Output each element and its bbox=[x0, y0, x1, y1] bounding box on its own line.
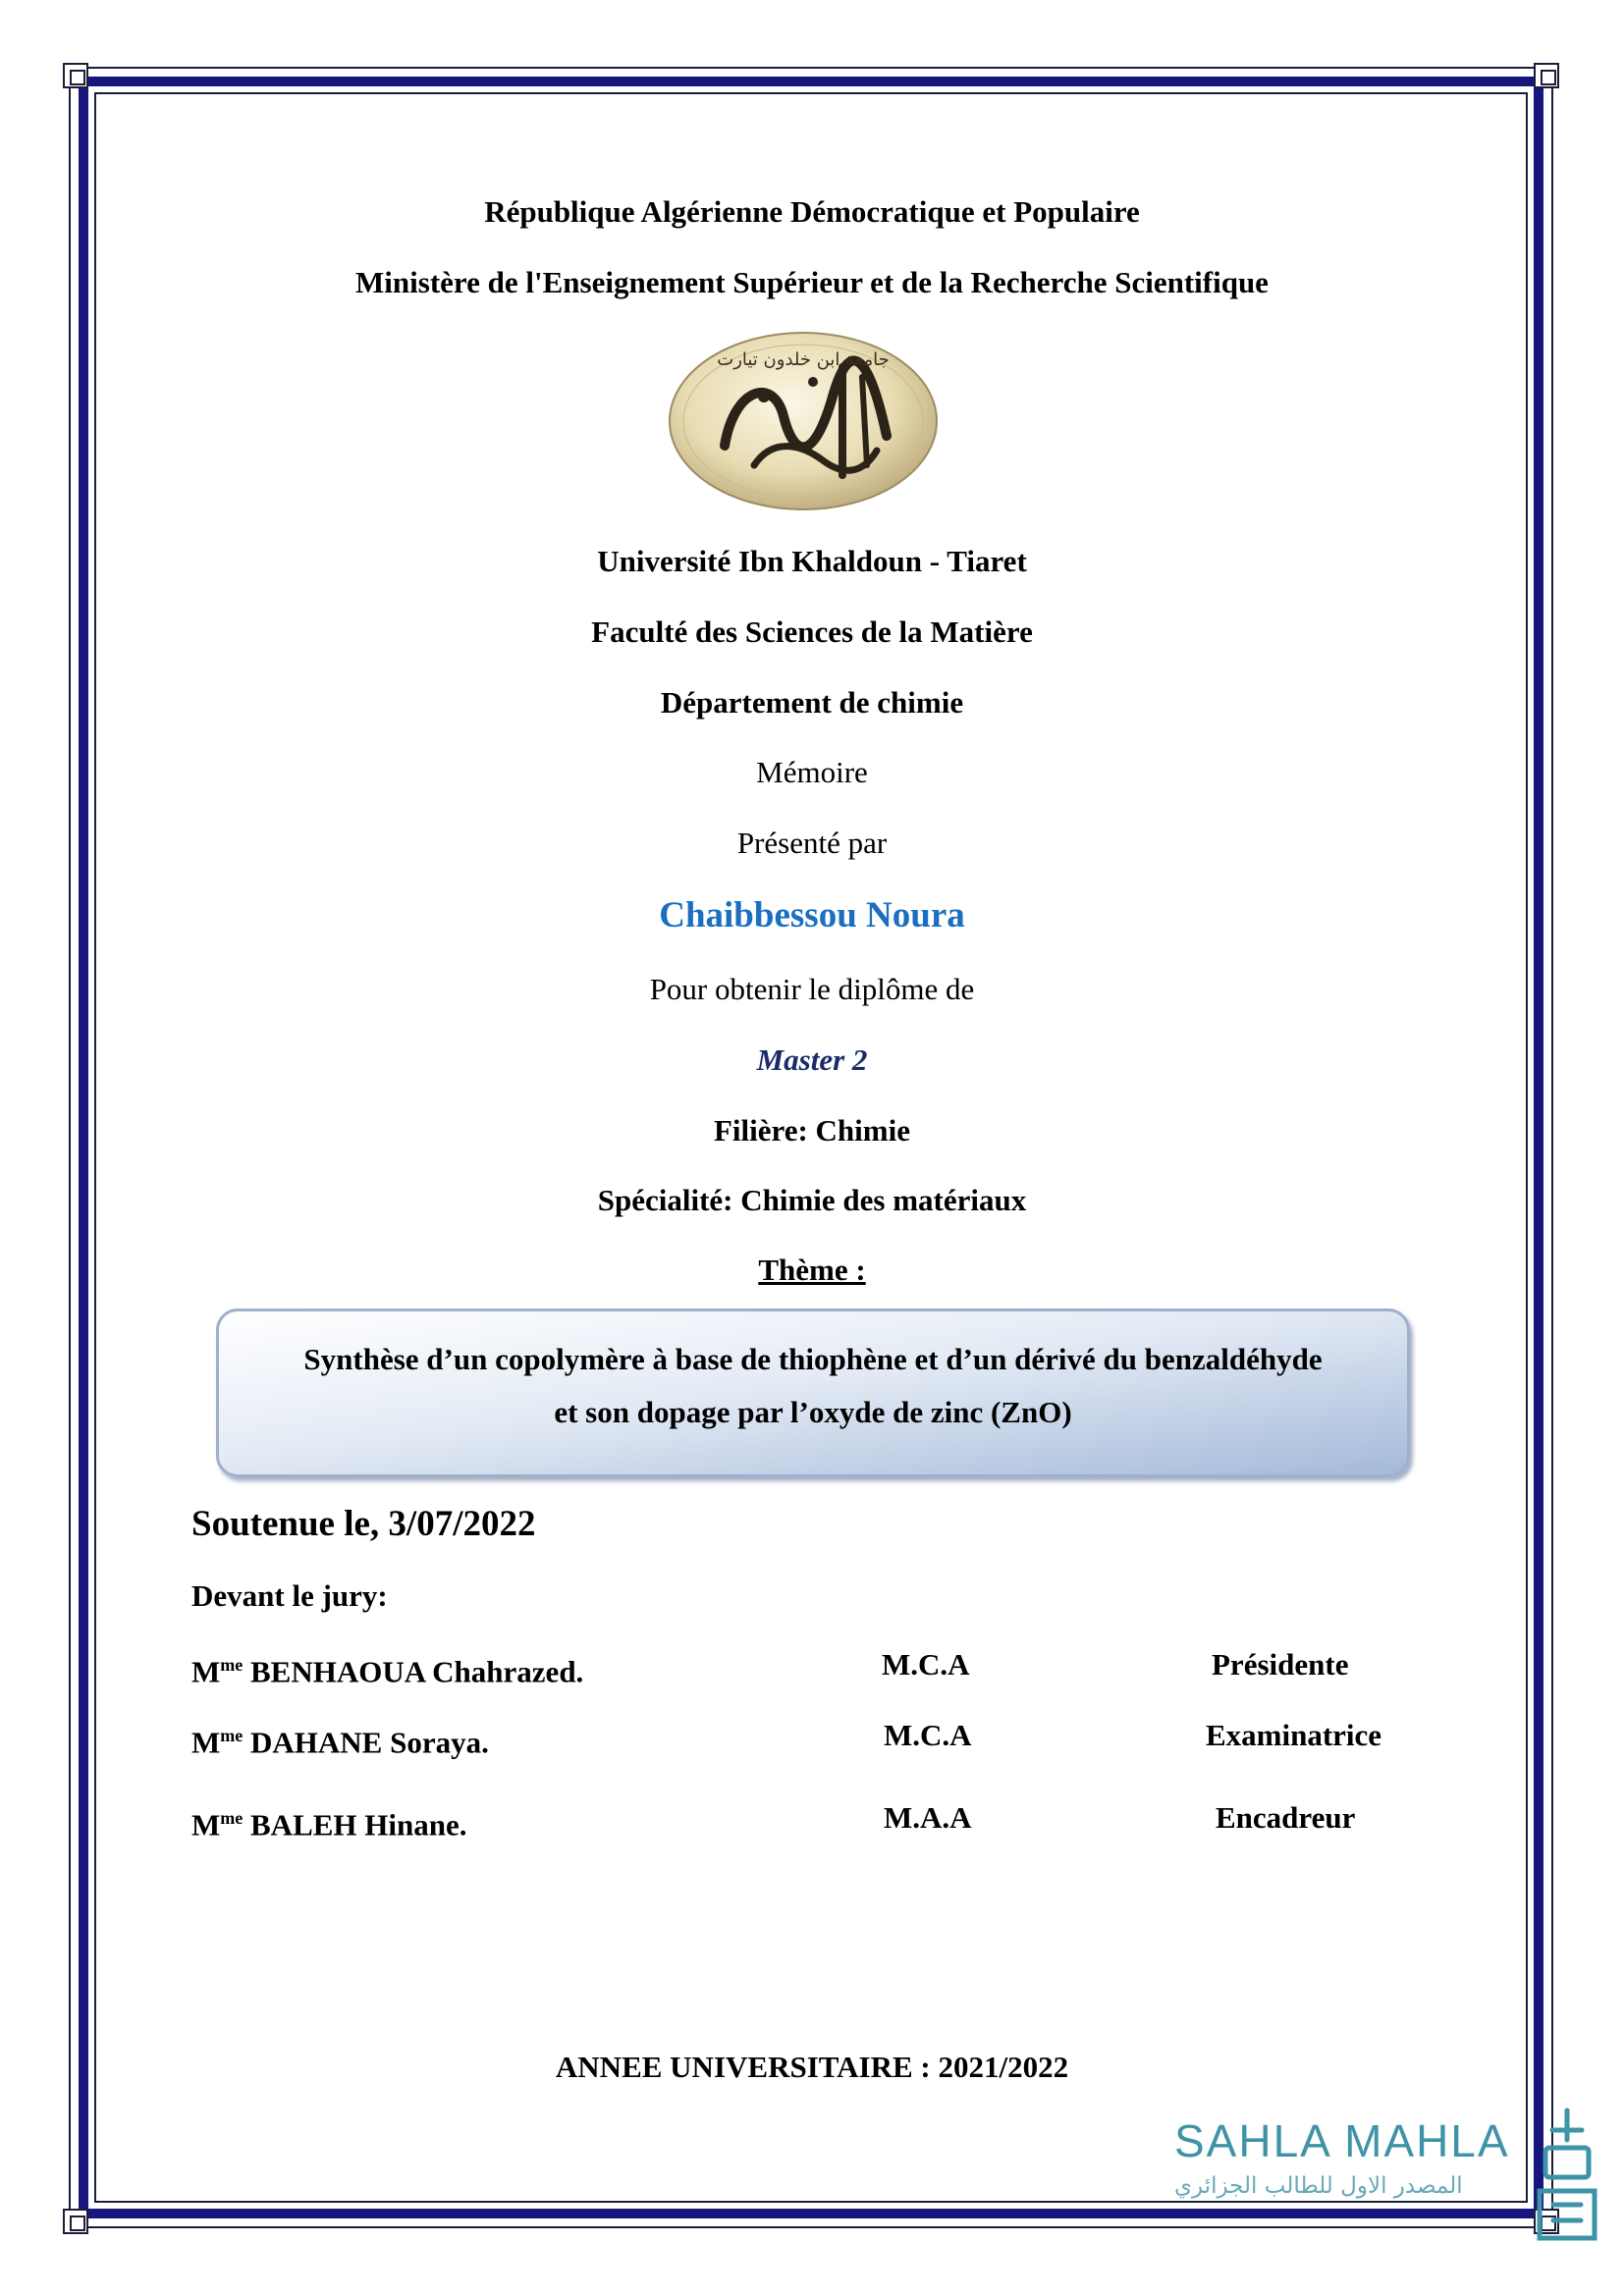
jury-member-grade: M.C.A bbox=[882, 1647, 970, 1682]
department-name: Département de chimie bbox=[660, 685, 964, 720]
jury-member-name: $M^{me}$ DAHANE Soraya. bbox=[191, 1725, 489, 1760]
theme-title-line-1: Synthèse d’un copolymère à base de thiophène et d’un dérivé du benzaldéhyde bbox=[303, 1342, 1323, 1376]
jury-label: Devant le jury: bbox=[191, 1578, 388, 1613]
defense-date: Soutenue le, 3/07/2022 bbox=[191, 1504, 536, 1544]
jury-member-role: Encadreur bbox=[1216, 1800, 1356, 1835]
obtain-diploma-label: Pour obtenir le diplôme de bbox=[649, 972, 975, 1006]
theme-title-box bbox=[216, 1308, 1410, 1477]
degree-name: Master 2 bbox=[756, 1042, 868, 1077]
jury-member-role: Présidente bbox=[1212, 1647, 1349, 1682]
sahla-mahla-logo-icon bbox=[1528, 2101, 1606, 2248]
memoire-label: Mémoire bbox=[756, 755, 868, 789]
filiere-label: Filière: Chimie bbox=[713, 1113, 910, 1148]
jury-member-role: Examinatrice bbox=[1206, 1718, 1382, 1752]
logo-text: جامعة ابن خلدون تيارت bbox=[717, 349, 890, 370]
theme-label: Thème : bbox=[758, 1253, 866, 1287]
corner-ornament-top-right bbox=[1534, 63, 1559, 88]
author-name: Chaibbessou Noura bbox=[659, 895, 965, 935]
university-calligraphy-logo bbox=[666, 328, 941, 514]
jury-member-name: $M^{me}$ BENHAOUA Chahrazed. bbox=[191, 1654, 584, 1689]
presented-by-label: Présenté par bbox=[736, 826, 888, 860]
university-name: Université Ibn Khaldoun - Tiaret bbox=[597, 544, 1027, 578]
corner-ornament-top-left bbox=[63, 63, 88, 88]
watermark-tagline: المصدر الاول للطالب الجزائري bbox=[1174, 2173, 1463, 2199]
republic-heading: République Algérienne Démocratique et Populaire bbox=[484, 194, 1140, 229]
ministry-heading: Ministère de l'Enseignement Supérieur et de la Recherche Scientifique bbox=[355, 265, 1269, 299]
jury-member-grade: M.C.A bbox=[884, 1718, 972, 1752]
academic-year: ANNEE UNIVERSITAIRE : 2021/2022 bbox=[555, 2050, 1069, 2084]
theme-title-line-2: et son dopage par l’oxyde de zinc (ZnO) bbox=[554, 1395, 1072, 1429]
jury-member-name: $M^{me}$ BALEH Hinane. bbox=[191, 1807, 467, 1842]
corner-ornament-bottom-left bbox=[63, 2209, 88, 2234]
specialite-label: Spécialité: Chimie des matériaux bbox=[597, 1183, 1027, 1217]
faculty-name: Faculté des Sciences de la Matière bbox=[591, 614, 1033, 649]
watermark-brand: SAHLA MAHLA bbox=[1174, 2115, 1510, 2166]
jury-member-grade: M.A.A bbox=[884, 1800, 972, 1835]
